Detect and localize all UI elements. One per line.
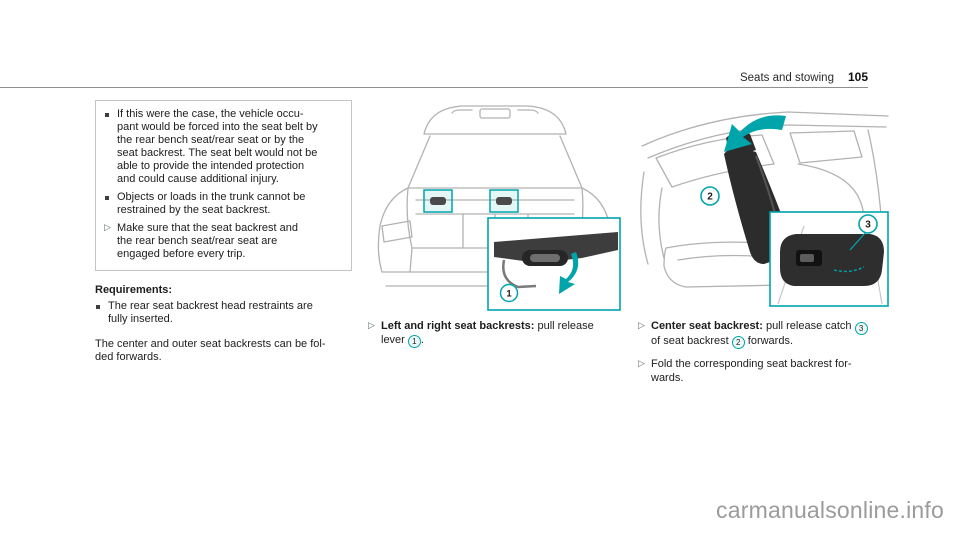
requirement-text: The rear seat backrest head restraints are fully inserted. [108,300,313,325]
notice-text: If this were the case, the vehicle occu- pant would be forced into the seat belt by the rear bench seat/rear seat or by the seat backrest. The seat belt would not be able to provide the intended protection and could cause additional injury. [117,108,318,185]
page-header [0,70,868,84]
caption-fold-backrest [638,358,900,385]
caption-text: Center seat backrest: pull release catch 3 of seat backrest 2 forwards. [651,320,868,349]
requirement-item [95,300,352,326]
ref-number-3: 3 [855,322,868,335]
action-arrow-icon: ▷ [638,321,645,331]
action-arrow-icon: ▷ [368,321,375,331]
caption-keyword: Left and right seat backrests: [381,320,535,332]
release-lever-highlights [424,190,518,212]
action-arrow-icon: ▷ [638,359,645,369]
fold-direction-arrow [724,115,786,152]
seat-backrest-figure [638,100,892,312]
caption-text: Fold the corresponding seat backrest for- wards. [651,358,852,384]
chapter-title: Seats and stowing [739,72,834,84]
action-arrow-icon: ▷ [104,223,111,233]
caption-keyword: Center seat backrest: [651,320,763,332]
caption-left-right-backrests [368,320,622,348]
seat-illustration [638,100,892,312]
header-divider [0,87,868,88]
bullet-icon [105,196,109,200]
figure-label-1: 1 [506,288,512,300]
ref-number-2: 2 [732,336,745,349]
warning-notice-box [95,100,352,271]
notice-text: Objects or loads in the trunk cannot be restrained by the seat backrest. [117,191,306,216]
notice-instruction-item [104,222,343,261]
catch-callout-box [770,212,888,306]
ref-number-1: 1 [408,335,421,348]
notice-item [104,108,343,186]
figure-label-2: 2 [707,191,713,203]
bullet-icon [96,305,100,309]
intro-paragraph: The center and outer seat backrests can be fol- ded forwards. [95,338,326,363]
requirements-heading: Requirements: [95,284,173,296]
lever-callout-box [488,218,620,310]
trunk-illustration [368,100,622,312]
site-watermark: carmanualsonline.info [716,497,944,523]
figure-label-3: 3 [865,219,871,231]
notice-item [104,191,343,217]
page-number: 105 [847,70,868,84]
notice-text: Make sure that the seat backrest and the rear bench seat/rear seat are engaged before every trip. [117,222,298,260]
trunk-figure [368,100,622,312]
left-text-column [95,100,352,364]
bullet-icon [105,113,109,117]
caption-center-backrest [638,320,900,349]
caption-text: Left and right seat backrests: pull release lever 1 . [381,320,594,346]
